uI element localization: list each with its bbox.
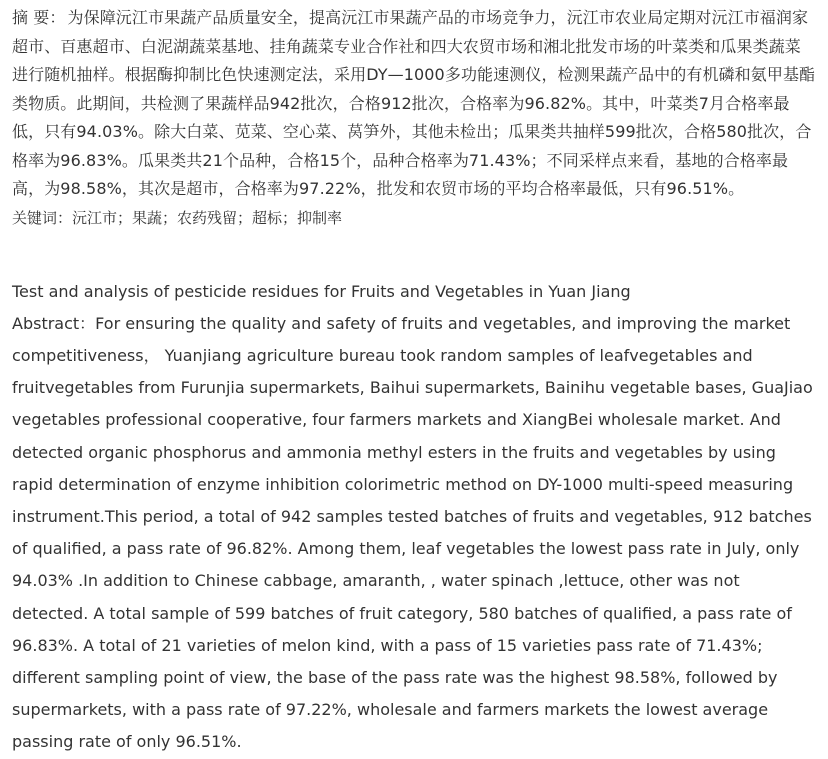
chinese-abstract — [12, 4, 816, 204]
chinese-abstract-text: 为保障沅江市果蔬产品质量安全，提高沅江市果蔬产品的市场竞争力，沅江市农业局定期对沅江市福润家超市、百惠超市、白泥湖蔬菜基地、挂角蔬菜专业合作社和四大农贸市场和湘北批发市场的叶菜类和瓜果类蔬菜进行随机抽样。根据酶抑制比色快速测定法，采用DY—1000多功能速测仪，检测果蔬产品中的有机磷和氨甲基酯类物质。此期间，共检测了果蔬样品942批次，合格912批次，合格率为96.82%。其中，叶菜类7月合格率最低，只有94.03%。除大白菜、苋菜、空心菜、莴笋外，其他未检出；瓜果类共抽样599批次，合格580批次，合格率为96.83%。瓜果类共21个品种，合格15个，品种合格率为71.43%；不同采样点来看，基地的合格率最高，为98.58%，其次是超市，合格率为97.22%，批发和农贸市场的平均合格率最低，只有96.51%。 — [12, 8, 816, 198]
english-abstract-label: Abstract： — [12, 313, 96, 333]
document-body — [12, 4, 816, 759]
english-abstract-text: For ensuring the quality and safety of fruits and vegetables, and improving the market competitiveness， Yuanjiang agriculture bureau took random samples of leafvegetables and fruitvegetables from Furunjia supermarkets, Baihui supermarkets, Bainihu vegetable bases, GuaJiao vegetables professional cooperative, four farmers markets and XiangBei wholesale market. And detected organic phosphorus and ammonia methyl esters in the fruits and vegetables by using rapid determination of enzyme inhibition colorimetric method on DY-1000 multi-speed measuring instrument.This period, a total of 942 samples tested batches of fruits and vegetables, 912 batches of qualified, a pass rate of 96.82%. Among them, leaf vegetables the lowest pass rate in July, only 94.03% .In addition to Chinese cabbage, amaranth, , water spinach ,lettuce, other was not detected. A total sample of 599 batches of fruit category, 580 batches of qualified, a pass rate of 96.83%. A total of 21 varieties of melon kind, with a pass of 15 varieties pass rate of 71.43%; different sampling point of view, the base of the pass rate was the highest 98.58%, followed by supermarkets, with a pass rate of 97.22%, wholesale and farmers markets the lowest average passing rate of only 96.51%. — [12, 313, 813, 752]
section-gap — [12, 232, 816, 276]
english-abstract — [12, 308, 816, 759]
english-title: Test and analysis of pesticide residues for Fruits and Vegetables in Yuan Jiang — [12, 281, 631, 301]
chinese-abstract-label: 摘 要： — [12, 8, 66, 27]
chinese-keywords: 关键词：沅江市；果蔬；农药残留；超标；抑制率 — [12, 208, 343, 227]
